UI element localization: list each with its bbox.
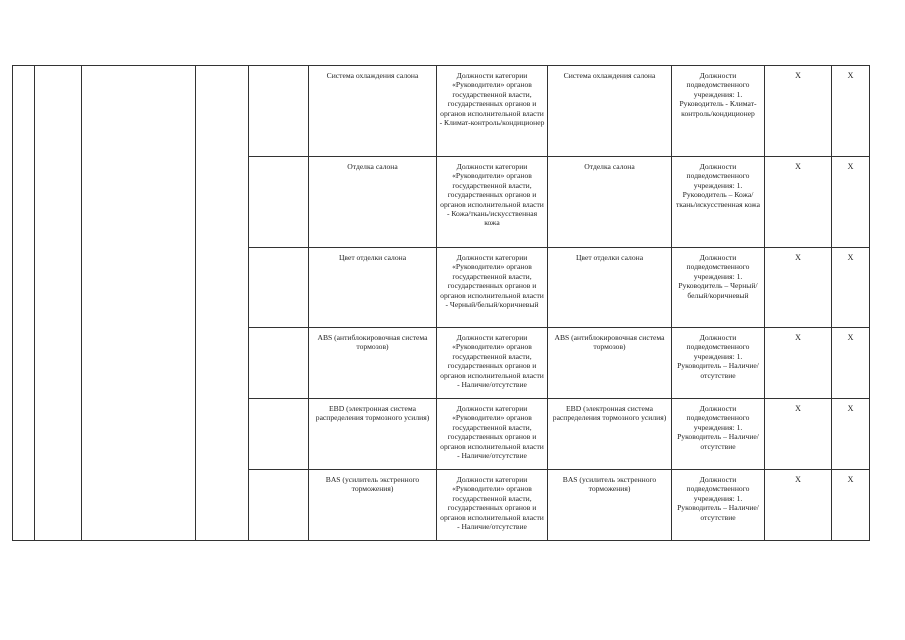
characteristic-cell: EBD (электронная система распределения тормозного усилия) [309,399,437,470]
characteristic-2-cell: BAS (усилитель экстренного торможения) [548,470,672,541]
characteristic-cell: Система охлаждения салона [309,66,437,157]
blank-cell [249,157,309,248]
characteristic-2-cell: Система охлаждения салона [548,66,672,157]
subordinate-value-cell: Должности подведомственного учреждения: 1. Руководитель - Климат-контроль/кондиционер [672,66,765,157]
mark-cell: X [765,470,832,541]
mark-cell: X [832,399,870,470]
blank-cell [249,248,309,328]
characteristic-2-cell: EBD (электронная система распределения тормозного усилия) [548,399,672,470]
characteristic-2-cell: Отделка салона [548,157,672,248]
characteristic-cell: Цвет отделки салона [309,248,437,328]
characteristic-cell: Отделка салона [309,157,437,248]
mark-cell: X [832,66,870,157]
mark-cell: X [765,399,832,470]
characteristic-cell: BAS (усилитель экстренного торможения) [309,470,437,541]
blank-cell [249,470,309,541]
blank-cell [196,66,249,541]
mark-cell: X [832,328,870,399]
mark-cell: X [765,248,832,328]
category-value-cell: Должности категории «Руководители» органов государственной власти, государственных органов и органов исполнительной власти - Кожа/ткань/искусственная кожа [437,157,548,248]
mark-cell: X [765,66,832,157]
category-value-cell: Должности категории «Руководители» органов государственной власти, государственных органов и органов исполнительной власти - Черный/белый/коричневый [437,248,548,328]
blank-cell [35,66,82,541]
characteristic-2-cell: Цвет отделки салона [548,248,672,328]
blank-cell [82,66,196,541]
category-value-cell: Должности категории «Руководители» органов государственной власти, государственных органов и органов исполнительной власти - Наличие/отсутствие [437,470,548,541]
blank-cell [249,328,309,399]
blank-cell [249,66,309,157]
characteristic-cell: ABS (антиблокировочная система тормозов) [309,328,437,399]
subordinate-value-cell: Должности подведомственного учреждения: 1. Руководитель – Черный/белый/коричневый [672,248,765,328]
mark-cell: X [832,470,870,541]
characteristic-2-cell: ABS (антиблокировочная система тормозов) [548,328,672,399]
subordinate-value-cell: Должности подведомственного учреждения: 1. Руководитель – Наличие/отсутствие [672,328,765,399]
mark-cell: X [765,157,832,248]
subordinate-value-cell: Должности подведомственного учреждения: 1. Руководитель – Наличие/отсутствие [672,399,765,470]
requirements-table [12,65,870,541]
blank-cell [249,399,309,470]
table-row [13,66,870,157]
category-value-cell: Должности категории «Руководители» органов государственной власти, государственных органов и органов исполнительной власти - Наличие/отсутствие [437,328,548,399]
category-value-cell: Должности категории «Руководители» органов государственной власти, государственных органов и органов исполнительной власти - Наличие/отсутствие [437,399,548,470]
subordinate-value-cell: Должности подведомственного учреждения: 1. Руководитель – Наличие/отсутствие [672,470,765,541]
subordinate-value-cell: Должности подведомственного учреждения: 1. Руководитель – Кожа/ткань/искусственная кожа [672,157,765,248]
blank-cell [13,66,35,541]
mark-cell: X [832,248,870,328]
mark-cell: X [765,328,832,399]
mark-cell: X [832,157,870,248]
category-value-cell: Должности категории «Руководители» органов государственной власти, государственных органов и органов исполнительной власти - Климат-контроль/кондиционер [437,66,548,157]
